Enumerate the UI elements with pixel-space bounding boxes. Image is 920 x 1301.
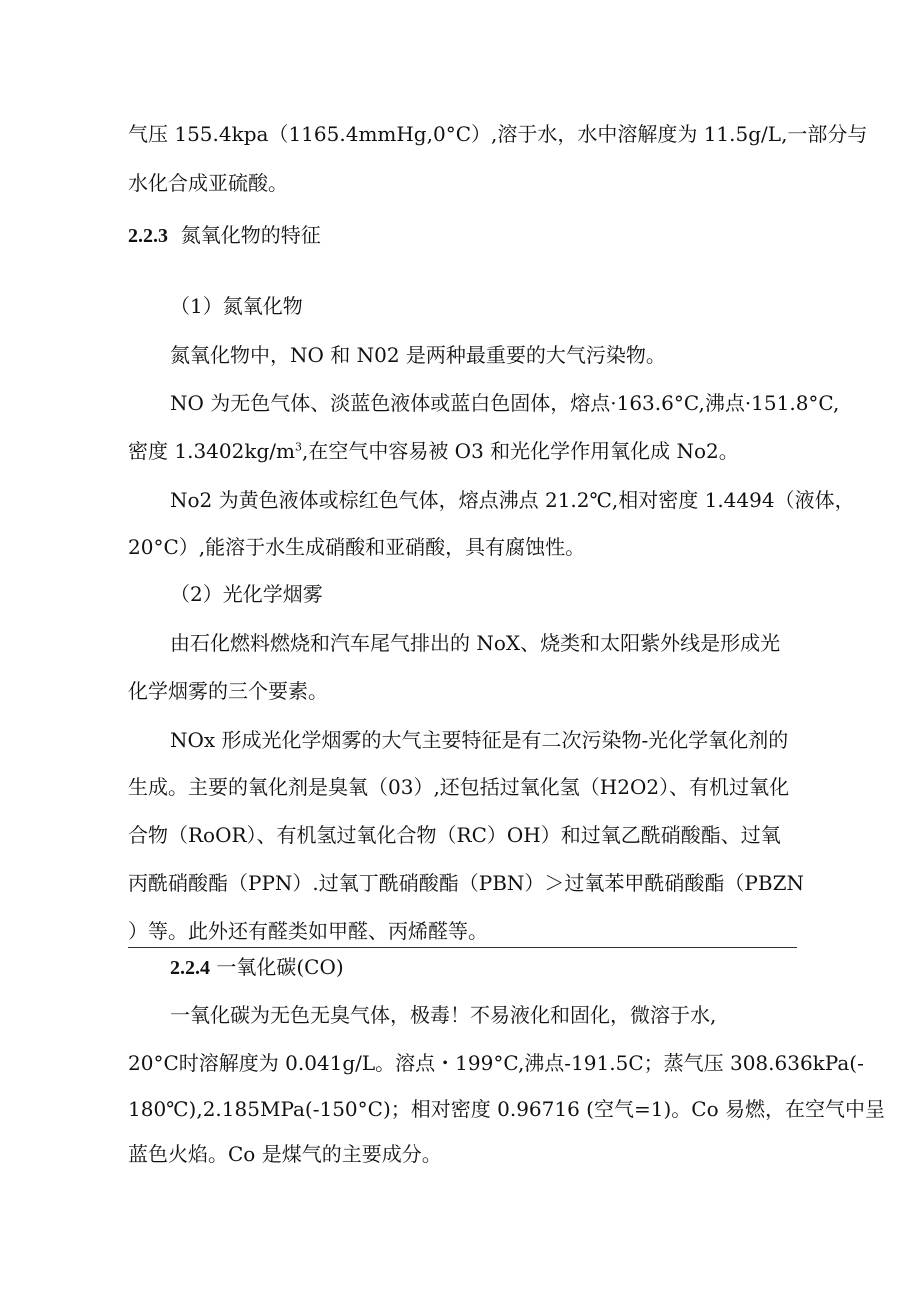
section-heading-2-2-3 <box>128 222 321 249</box>
section-title: 一氧化碳(CO) <box>216 955 344 979</box>
paragraph-line: 丙酰硝酸酯（PPN）.过氧丁酰硝酸酯（PBN）＞过氧苯甲酰硝酸酯（PBZN <box>128 871 804 895</box>
text-span: ,在空气中容易被 O3 和光化学作用氧化成 No2。 <box>301 439 739 463</box>
text-span: 密度 1.3402kg/m <box>128 439 295 463</box>
paragraph-line: 180℃),2.185MPa(-150°C)；相对密度 0.96716 (空气=1)。Co 易燃，在空气中呈 <box>128 1097 885 1121</box>
section-number: 2.2.4 <box>170 957 210 979</box>
section-number: 2.2.3 <box>128 225 168 247</box>
paragraph-line: 水化合成亚硫酸。 <box>128 171 288 195</box>
paragraph-line: NOx 形成光化学烟雾的大气主要特征是有二次污染物-光化学氧化剂的 <box>170 728 789 752</box>
paragraph-line: No2 为黄色液体或棕红色气体，熔点沸点 21.2℃,相对密度 1.4494（液体， <box>170 488 855 512</box>
superscript: 3 <box>294 440 302 454</box>
paragraph-line: 气压 155.4kpa（1165.4mmHg,0°C）,溶于水，水中溶解度为 11.5g/L,一部分与 <box>128 122 868 146</box>
paragraph-line: ）等。此外还有醛类如甲醛、丙烯醛等。 <box>128 919 488 943</box>
paragraph-line <box>128 438 739 464</box>
paragraph-line: 氮氧化物中，NO 和 N02 是两种最重要的大气污染物。 <box>170 343 666 367</box>
section-heading-2-2-4 <box>170 954 344 981</box>
paragraph-line: 生成。主要的氧化剂是臭氧（03）,还包括过氧化氢（H2O2）、有机过氧化 <box>128 775 790 799</box>
paragraph-line: 化学烟雾的三个要素。 <box>128 679 328 703</box>
subheading-nitrogen-oxides: （1）氮氧化物 <box>170 294 303 318</box>
paragraph-line: 由石化燃料燃烧和汽车尾气排出的 NoX、烧类和太阳紫外线是形成光 <box>170 631 781 655</box>
paragraph-line: 20°C）,能溶于水生成硝酸和亚硝酸，具有腐蚀性。 <box>128 535 586 559</box>
section-title: 氮氧化物的特征 <box>180 223 321 247</box>
paragraph-line: 合物（RoOR）、有机氢过氧化合物（RC）OH）和过氧乙酰硝酸酯、过氧 <box>128 823 781 847</box>
subheading-photochemical-smog: （2）光化学烟雾 <box>170 582 323 606</box>
horizontal-divider <box>128 947 797 948</box>
paragraph-line: 蓝色火焰。Co 是煤气的主要成分。 <box>128 1142 442 1166</box>
paragraph-line: 20°C时溶解度为 0.041g/L。溶点・199°C,沸点-191.5C；蒸气压 308.636kPa(- <box>128 1051 864 1075</box>
paragraph-line: 一氧化碳为无色无臭气体，极毒！不易液化和固化，微溶于水, <box>170 1003 717 1027</box>
paragraph-line: NO 为无色气体、淡蓝色液体或蓝白色固体，熔点·163.6°C,沸点·151.8°C, <box>170 391 840 415</box>
